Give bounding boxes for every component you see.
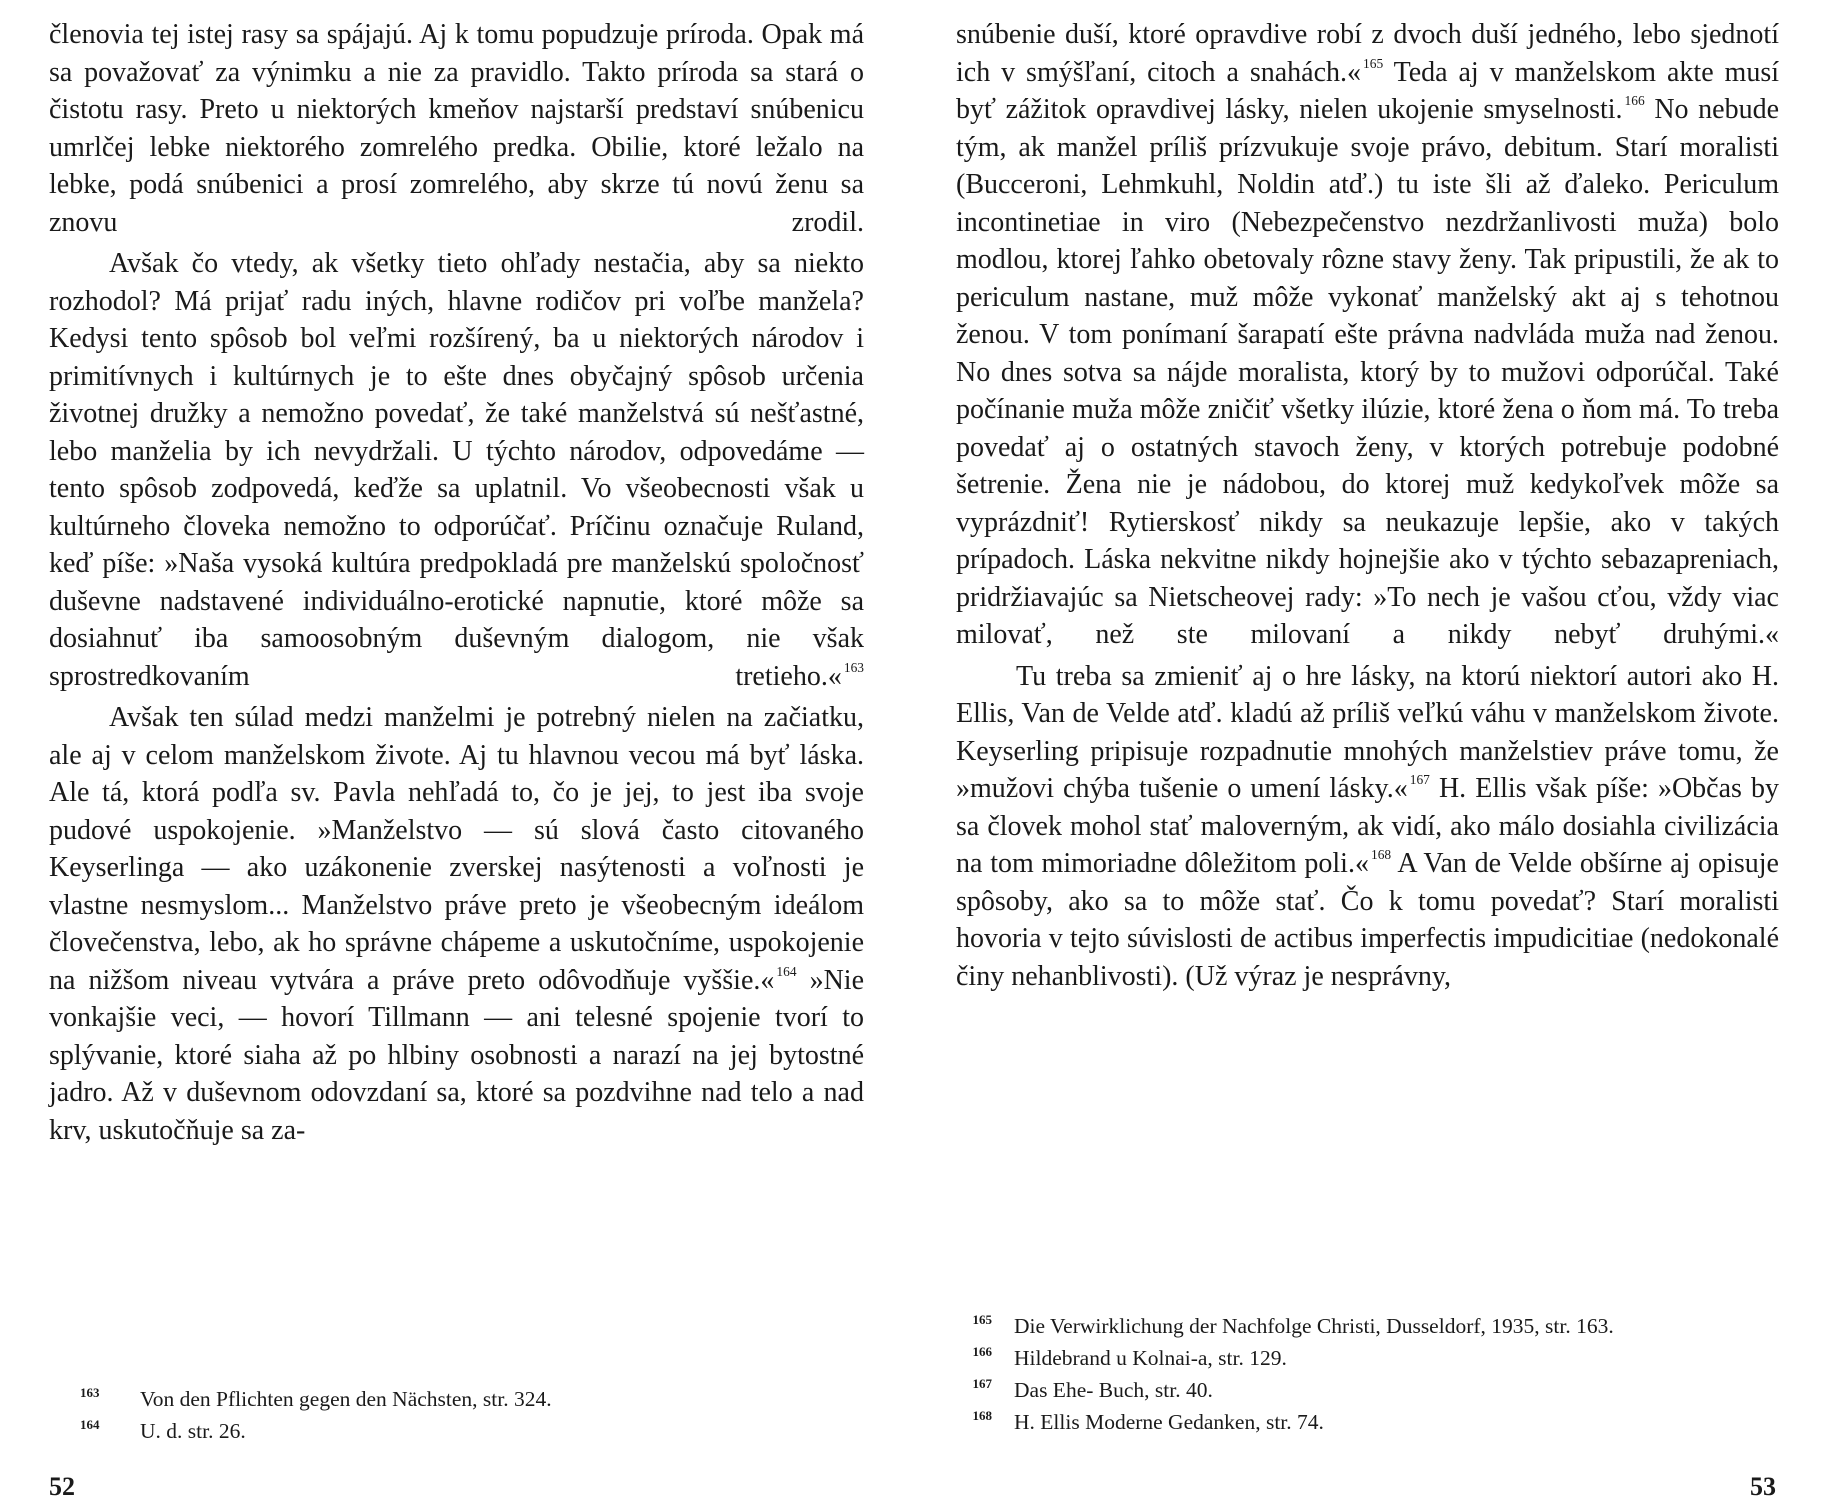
footnote-text: Von den Pflichten gegen den Nächsten, str. 324. xyxy=(140,1387,552,1412)
left-body-text xyxy=(49,16,864,1149)
paragraph: Avšak ten súlad medzi manželmi je potrebný nielen na začiatku, ale aj v celom manželskom živote. Aj tu hlavnou vecou má byť láska. Ale tá, ktorá podľa sv. Pavla nehľadá to, čo je jej, to jest iba svoje pudové uspokojenie. »Manželstvo — sú slová často citovaného Keyserlinga — ako uzákonenie zverskej nasýtenosti a voľnosti je vlastne nesmyslom... Manželstvo práve preto je všeobecným ideálom človečenstva, lebo, ak ho správne chápeme a uskutočníme, uspokojenie na nižšom niveau vytvára a práve preto odôvodňuje vyššie.« $^{164}$ »Nie vonkajšie veci, — hovorí Tillmann — ani telesné spojenie tvorí to splývanie, ktoré siaha až po hlbiny osobnosti a narazí na jej bytostné jadro. Až v duševnom odovzdaní sa, ktoré sa pozdvihne nad telo a nad krv, uskutočňuje sa za- xyxy=(49,702,864,1146)
paragraph: členovia tej istej rasy sa spájajú. Aj k tomu popudzuje príroda. Opak má sa považovať za výnimku a nie za pravidlo. Takto príroda sa stará o čistotu rasy. Preto u niektorých kmeňov najstarší predstaví snúbenicu umrlčej lebke niektorého zomrelého predka. Obilie, ktoré ležalo na lebke, podá snúbenici a prosí zomrelého, aby skrze tú novú ženu sa znovu zrodil. xyxy=(49,19,864,238)
right-body-text xyxy=(956,16,1779,995)
footnote-text: Die Verwirklichung der Nachfolge Christi, Dusseldorf, 1935, str. 163. xyxy=(1014,1314,1614,1339)
footnote-number: 164 xyxy=(80,1417,100,1433)
right-page xyxy=(911,0,1822,1500)
footnote xyxy=(80,1412,830,1444)
page-number: 52 xyxy=(49,1472,75,1501)
footnote-number: 168 xyxy=(972,1408,992,1424)
footnote-number: 166 xyxy=(972,1344,992,1360)
page-number: 53 xyxy=(1750,1472,1776,1501)
paragraph: Tu treba sa zmieniť aj o hre lásky, na ktorú niektorí autori ako H. Ellis, Van de Velde atď. kladú až príliš veľkú váhu v manželskom živote. Keyserling pripisuje rozpadnutie mnohých manželstiev práve tomu, že »mužovi chýba tušenie o umení lásky.« $^{167}$ H. Ellis však píše: »Občas by sa človek mohol stať maloverným, ak vidí, ako málo dosiahla civilizácia na tom mimoriadne dôležitom poli.« $^{168}$ A Van de Velde obšírne aj opisuje spôsoby, ako sa to môže stať. Čo k tomu povedať? Starí moralisti hovoria v tejto súvislosti de actibus imperfectis impudicitiae (nedokonalé činy nehanblivosti). (Už výraz je nesprávny, xyxy=(956,660,1779,992)
footnote xyxy=(956,1307,1716,1339)
footnote-number: 167 xyxy=(972,1376,992,1392)
footnote-reference: 167 xyxy=(1409,772,1430,788)
footnote-text: Hildebrand u Kolnai-a, str. 129. xyxy=(1014,1346,1287,1371)
footnote-reference: 166 xyxy=(1624,93,1645,109)
paragraph: snúbenie duší, ktoré opravdive robí z dvoch duší jedného, lebo sjednotí ich v smýšľaní, citoch a snahách.« $^{165}$ Teda aj v manželskom akte musí byť zážitok opravdivej lásky, nielen ukojenie smyselnosti. $^{166}$ No nebude tým, ak manžel príliš prízvukuje svoje právo, debitum. Starí moralisti (Bucceroni, Lehmkuhl, Noldin atď.) tu iste šli až ďaleko. Periculum incontinetiae in viro (Nebezpečenstvo nezdržanlivosti muža) bolo modlou, ktorej ľahko obetovaly rôzne stavy ženy. Tak pripustili, že ak to periculum nastane, muž môže vykonať manželský akt aj s tehotnou ženou. V tom ponímaní šarapatí ešte právna nadvláda muža nad ženou. No dnes sotva sa nájde moralista, ktorý by to mužovi odporúčal. Také počínanie muža môže zničiť všetky ilúzie, ktoré žena o ňom má. To treba povedať aj o ostatných stavoch ženy, v ktorých potrebuje podobné šetrenie. Žena nie je nádobou, do ktorej muž kedykoľvek môže sa vyprázdniť! Rytierskosť nikdy sa neukazuje lepšie, ako v takých prípadoch. Láska nekvitne nikdy hojnejšie ako v týchto sebazapreniach, pridržiavajúc sa Nietscheovej rady: »To nech je vašou cťou, vždy viac milovať, než ste milovaní a nikdy nebyť druhými.« xyxy=(956,19,1779,650)
footnote-text: H. Ellis Moderne Gedanken, str. 74. xyxy=(1014,1410,1324,1435)
footnote-text: Das Ehe- Buch, str. 40. xyxy=(1014,1378,1213,1403)
footnote xyxy=(956,1403,1716,1435)
footnote xyxy=(956,1339,1716,1371)
footnote-reference: 164 xyxy=(776,963,797,979)
footnote-number: 163 xyxy=(80,1385,100,1400)
footnote-text: U. d. str. 26. xyxy=(140,1419,246,1444)
footnote-reference: 165 xyxy=(1363,55,1384,71)
footnote-number: 165 xyxy=(972,1312,992,1327)
footnote-reference: 163 xyxy=(843,659,864,675)
footnote xyxy=(956,1371,1716,1403)
left-page xyxy=(0,0,911,1500)
paragraph: Avšak čo vtedy, ak všetky tieto ohľady nestačia, aby sa niekto rozhodol? Má prijať radu iných, hlavne rodičov pri voľbe manžela? Kedysi tento spôsob bol veľmi rozšírený, ba u niektorých národov i primitívnych i kultúrnych je to ešte dnes obyčajný spôsob určenia životnej družky a nemožno povedať, že také manželstvá sú nešťastné, lebo manželia by ich nevydržali. U týchto národov, odpovedáme — tento spôsob zodpovedá, keďže sa uplatnil. Vo všeobecnosti však u kultúrneho človeka nemožno to odporúčať. Príčinu označuje Ruland, keď píše: »Naša vysoká kultúra predpokladá pre manželskú spoločnosť duševne nadstavené individuálno-erotické napnutie, ktoré môže sa dosiahnuť iba samoosobným duševným dialogom, nie však sprostredkovaním tretieho.« $^{163}$ xyxy=(49,248,864,692)
footnote-reference: 168 xyxy=(1370,847,1392,863)
footnote xyxy=(80,1380,830,1412)
footnotes xyxy=(80,1380,830,1444)
footnotes xyxy=(956,1307,1716,1435)
